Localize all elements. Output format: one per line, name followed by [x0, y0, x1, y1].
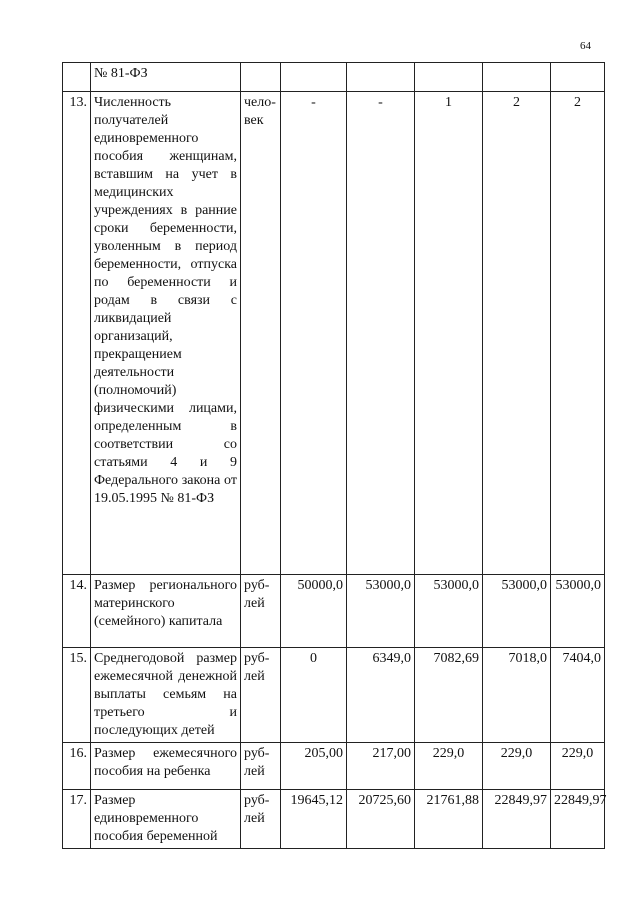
- row-value: -: [347, 92, 415, 575]
- row-number: 15.: [63, 648, 91, 743]
- row-value: 2: [551, 92, 605, 575]
- row-value: 2: [483, 92, 551, 575]
- row-value: [281, 63, 347, 92]
- indicators-table: [62, 62, 605, 849]
- row-value: [483, 63, 551, 92]
- row-unit: [241, 63, 281, 92]
- table-row-continuation: [63, 63, 605, 92]
- row-value: 6349,0: [347, 648, 415, 743]
- row-value: [347, 63, 415, 92]
- row-number: 17.: [63, 790, 91, 849]
- table-row-15: [63, 648, 605, 743]
- row-value: 22849,97: [483, 790, 551, 849]
- table-row-16: [63, 743, 605, 790]
- row-value: 19645,12: [281, 790, 347, 849]
- row-value: 217,00: [347, 743, 415, 790]
- row-unit: чело- век: [241, 92, 281, 575]
- row-unit: руб- лей: [241, 575, 281, 648]
- row-number: 13.: [63, 92, 91, 575]
- row-value: 53000,0: [347, 575, 415, 648]
- row-value: [415, 63, 483, 92]
- row-description: Среднегодовой размер ежемесячной денежной выплаты семьям на третьего и последующих детей: [91, 648, 241, 743]
- row-description: № 81-ФЗ: [91, 63, 241, 92]
- row-value: -: [281, 92, 347, 575]
- row-value: 7018,0: [483, 648, 551, 743]
- row-value: 50000,0: [281, 575, 347, 648]
- row-value: 53000,0: [483, 575, 551, 648]
- row-value: [551, 63, 605, 92]
- row-description: Численность получателей единовременного пособия женщинам, вставшим на учет в медицинских учреждениях в ранние сроки беременности, уволенным в период беременности, отпуска по беременности и родам в связи с ликвидацией организаций, прекращением деятельности (полномочий) физическими лицами, определенным в соответствии со статьями 4 и 9 Федерального закона от 19.05.1995 № 81-ФЗ: [91, 92, 241, 575]
- table-row-14: [63, 575, 605, 648]
- row-number-cell: [63, 63, 91, 92]
- page-number: 64: [580, 40, 591, 52]
- row-number: 16.: [63, 743, 91, 790]
- row-value: 7404,0: [551, 648, 605, 743]
- row-value: 7082,69: [415, 648, 483, 743]
- row-value: 229,0: [483, 743, 551, 790]
- row-unit: руб- лей: [241, 790, 281, 849]
- row-value: 229,0: [551, 743, 605, 790]
- row-description: Размер единовременного пособия беременной: [91, 790, 241, 849]
- row-value: 53000,0: [415, 575, 483, 648]
- row-value: 20725,60: [347, 790, 415, 849]
- row-value: 22849,97: [551, 790, 605, 849]
- row-value: 21761,88: [415, 790, 483, 849]
- row-unit: руб- лей: [241, 648, 281, 743]
- table-row-17: [63, 790, 605, 849]
- row-value: 229,0: [415, 743, 483, 790]
- row-value: 53000,0: [551, 575, 605, 648]
- row-description: Размер регионального материнского (семейного) капитала: [91, 575, 241, 648]
- row-value: 0: [281, 648, 347, 743]
- row-description: Размер ежемесячного пособия на ребенка: [91, 743, 241, 790]
- row-unit: руб- лей: [241, 743, 281, 790]
- row-value: 1: [415, 92, 483, 575]
- table-row-13: [63, 92, 605, 575]
- row-number: 14.: [63, 575, 91, 648]
- row-value: 205,00: [281, 743, 347, 790]
